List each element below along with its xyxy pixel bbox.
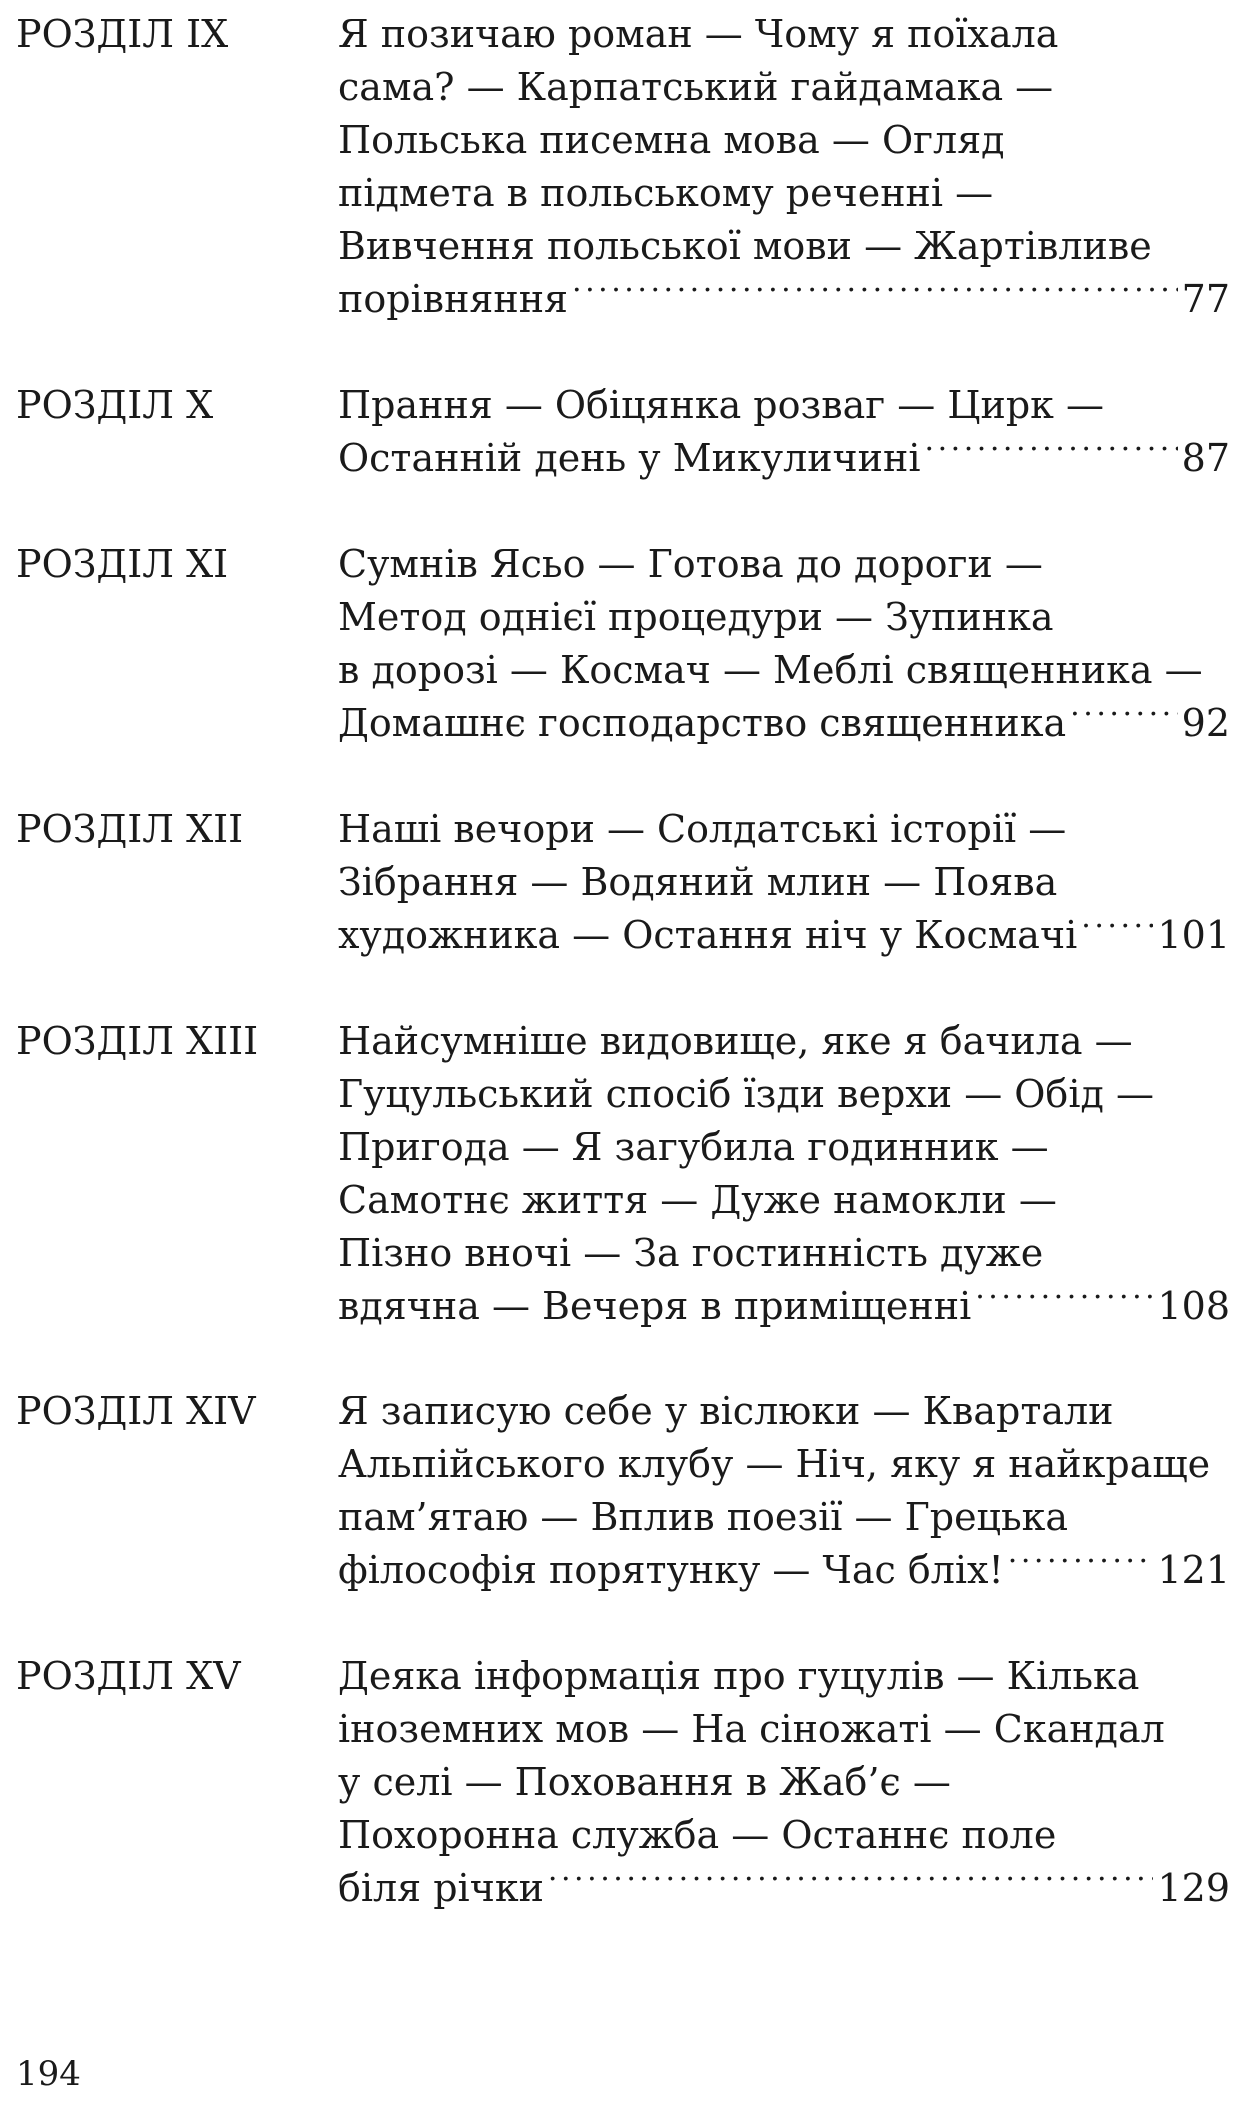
description-last-line bbox=[338, 1544, 1230, 1597]
description-line: підмета в польському реченні — bbox=[338, 171, 994, 215]
description-line: Прання — Обіцянка розваг — Цирк — bbox=[338, 383, 1104, 427]
description-line: філософія порятунку — Час бліх! bbox=[338, 1548, 1004, 1592]
description-line: Самотнє життя — Дуже намокли — bbox=[338, 1178, 1057, 1222]
page-folio-number: 194 bbox=[16, 2054, 81, 2094]
description-line: вдячна — Вечеря в приміщенні bbox=[338, 1284, 972, 1328]
chapter-label: РОЗДІЛ IX bbox=[16, 12, 229, 56]
page-number[interactable]: 108 bbox=[1157, 1284, 1230, 1328]
description-line: Метод однієї процедури — Зупинка bbox=[338, 595, 1054, 639]
description-line: Похоронна служба — Останнє поле bbox=[338, 1813, 1057, 1857]
chapter-description bbox=[338, 803, 1230, 962]
page-number[interactable]: 101 bbox=[1157, 913, 1230, 957]
description-last-line bbox=[338, 1862, 1230, 1915]
description-line: сама? — Карпатський гайдамака — bbox=[338, 65, 1054, 109]
dot-leader bbox=[975, 1281, 1153, 1319]
description-line: порівняння bbox=[338, 277, 569, 321]
description-last-line bbox=[338, 273, 1230, 326]
description-line: Пригода — Я загубила годинник — bbox=[338, 1125, 1049, 1169]
description-line: Я позичаю роман — Чому я поїхала bbox=[338, 12, 1059, 56]
description-last-line bbox=[338, 697, 1230, 750]
dot-leader bbox=[1070, 698, 1177, 736]
chapter-label: РОЗДІЛ XIII bbox=[16, 1019, 259, 1063]
description-line: Альпійського клубу — Ніч, яку я найкраще bbox=[338, 1442, 1211, 1486]
page-number[interactable]: 121 bbox=[1157, 1548, 1230, 1592]
chapter-label: РОЗДІЛ X bbox=[16, 383, 214, 427]
description-line: художника — Остання ніч у Космачі bbox=[338, 913, 1078, 957]
dot-leader bbox=[1081, 910, 1153, 948]
description-line: Сумнів Ясьо — Готова до дороги — bbox=[338, 542, 1043, 586]
description-line: у селі — Поховання в Жаб’є — bbox=[338, 1760, 951, 1804]
description-line: Наші вечори — Солдатські історії — bbox=[338, 807, 1067, 851]
description-line: Гуцульський спосіб їзди верхи — Обід — bbox=[338, 1072, 1154, 1116]
description-line: біля річки bbox=[338, 1866, 544, 1910]
description-line: Останній день у Микуличині bbox=[338, 436, 921, 480]
chapter-description bbox=[338, 1650, 1230, 1915]
description-line: Польська писемна мова — Огляд bbox=[338, 118, 1005, 162]
page-number[interactable]: 87 bbox=[1181, 436, 1230, 480]
dot-leader bbox=[1008, 1545, 1154, 1583]
chapter-description bbox=[338, 379, 1230, 485]
description-line: в дорозі — Космач — Меблі священника — bbox=[338, 648, 1203, 692]
description-line: Я записую себе у віслюки — Квартали bbox=[338, 1389, 1114, 1433]
description-line: Домашнє господарство священника bbox=[338, 701, 1067, 745]
chapter-description bbox=[338, 538, 1230, 750]
dot-leader bbox=[572, 274, 1178, 312]
description-line: Пізно вночі — За гостинність дуже bbox=[338, 1231, 1044, 1275]
dot-leader bbox=[925, 433, 1178, 471]
description-line: іноземних мов — На сіножаті — Скандал bbox=[338, 1707, 1165, 1751]
page-number[interactable]: 77 bbox=[1181, 277, 1230, 321]
description-line: Вивчення польської мови — Жартівливе bbox=[338, 224, 1152, 268]
description-last-line bbox=[338, 909, 1230, 962]
description-line: Деяка інформація про гуцулів — Кілька bbox=[338, 1654, 1140, 1698]
chapter-description bbox=[338, 1385, 1230, 1597]
page-number[interactable]: 129 bbox=[1157, 1866, 1230, 1910]
page-number[interactable]: 92 bbox=[1181, 701, 1230, 745]
description-last-line bbox=[338, 1280, 1230, 1333]
chapter-label: РОЗДІЛ XIV bbox=[16, 1389, 256, 1433]
chapter-description bbox=[338, 8, 1230, 326]
dot-leader bbox=[548, 1863, 1154, 1901]
chapter-label: РОЗДІЛ XII bbox=[16, 807, 244, 851]
chapter-label: РОЗДІЛ XV bbox=[16, 1654, 241, 1698]
description-line: пам’ятаю — Вплив поезії — Грецька bbox=[338, 1495, 1069, 1539]
description-last-line bbox=[338, 432, 1230, 485]
description-line: Найсумніше видовище, яке я бачила — bbox=[338, 1019, 1133, 1063]
description-line: Зібрання — Водяний млин — Поява bbox=[338, 860, 1058, 904]
chapter-description bbox=[338, 1015, 1230, 1333]
chapter-label: РОЗДІЛ XI bbox=[16, 542, 229, 586]
